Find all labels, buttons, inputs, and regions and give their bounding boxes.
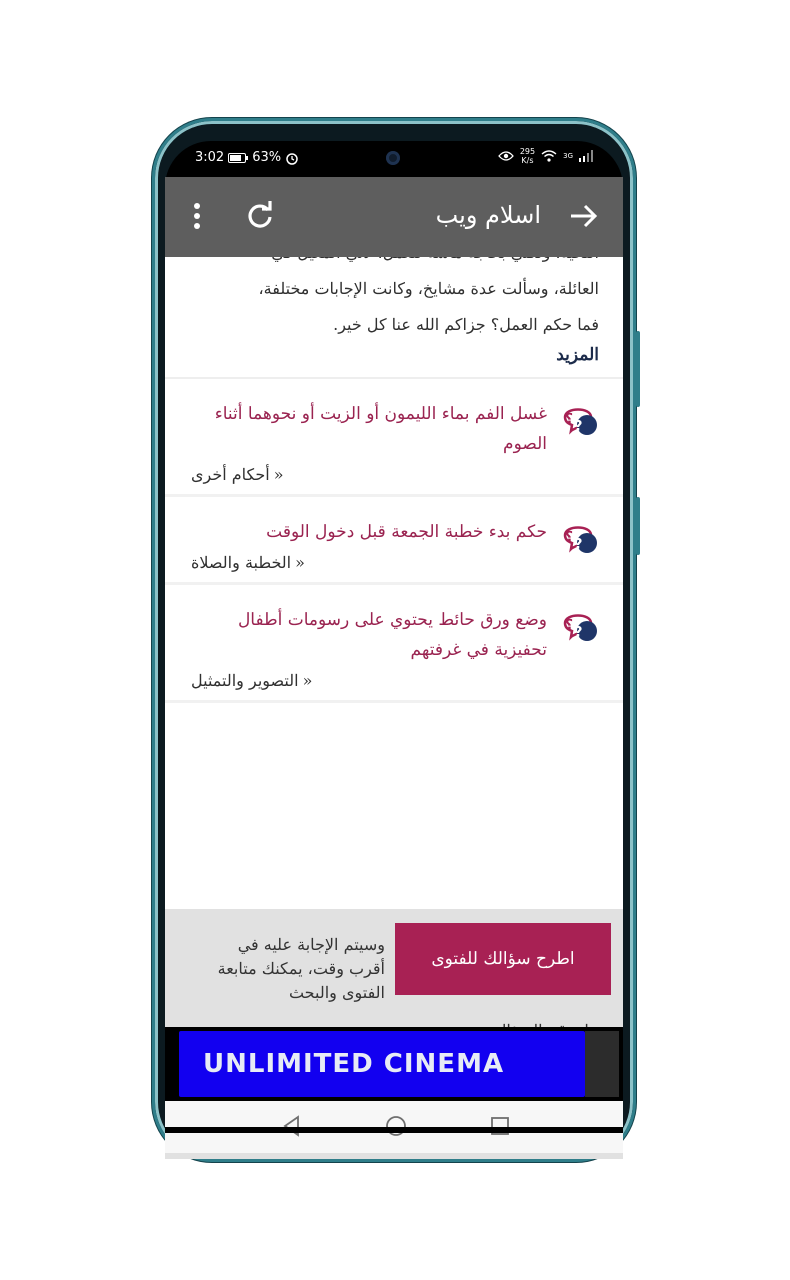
ask-info-text: وسيتم الإجابة عليه في أقرب وقت، يمكنك متابعة الفتوى والبحث xyxy=(217,935,385,1002)
refresh-icon[interactable] xyxy=(243,198,277,232)
ad-side-strip xyxy=(585,1031,619,1097)
alarm-icon xyxy=(285,151,299,165)
related-fatwa-item[interactable] xyxy=(165,585,623,703)
signal-type: 3G xyxy=(563,152,573,160)
signal-icon xyxy=(579,150,593,162)
phone-frame xyxy=(152,118,636,1162)
ad-banner[interactable] xyxy=(165,1027,623,1101)
network-speed: 295 K/s xyxy=(519,147,536,165)
fatwa-content xyxy=(165,257,623,1007)
related-fatwa-title[interactable]: وضع ورق حائط يحتوي على رسومات أطفال تحفيزية في غرفتهم xyxy=(237,610,547,660)
related-fatwa-item[interactable] xyxy=(165,379,623,497)
status-bar xyxy=(165,141,623,177)
svg-text:؟: ؟ xyxy=(564,411,573,427)
eye-comfort-icon xyxy=(498,150,514,162)
bottom-bezel xyxy=(165,1127,623,1133)
question-bubble-icon xyxy=(561,401,599,437)
battery-percent: 63% xyxy=(252,150,282,165)
question-line: فما حكم العمل؟ جزاكم الله عنا كل خير. xyxy=(333,315,599,334)
nav-home-icon[interactable] xyxy=(383,1113,409,1139)
front-camera xyxy=(386,151,400,165)
related-fatwa-title[interactable]: حكم بدء خطبة الجمعة قبل دخول الوقت xyxy=(266,522,547,542)
nav-back-icon[interactable] xyxy=(279,1113,305,1139)
related-fatwa-title[interactable]: غسل الفم بماء الليمون أو الزيت أو نحوهما أثناء الصوم xyxy=(214,404,547,454)
volume-button xyxy=(636,331,640,407)
back-arrow-icon[interactable] xyxy=(567,199,601,233)
related-fatwa-category[interactable]: التصوير والتمثيل » xyxy=(191,671,313,690)
app-bar xyxy=(165,177,623,257)
svg-text:?: ? xyxy=(574,418,583,435)
svg-text:?: ? xyxy=(574,536,583,553)
svg-text:?: ? xyxy=(574,624,583,641)
related-fatwa-category[interactable]: أحكام أخرى » xyxy=(191,465,284,484)
app-title: اسلام ويب xyxy=(435,201,541,229)
power-button xyxy=(636,497,640,555)
screen xyxy=(165,141,623,1133)
battery-saver-icon xyxy=(228,152,248,164)
ad-text[interactable]: UNLIMITED CINEMA xyxy=(203,1049,505,1079)
question-bubble-icon xyxy=(561,519,599,555)
more-section-title: المزيد xyxy=(165,343,623,379)
nav-recents-icon[interactable] xyxy=(487,1113,513,1139)
wifi-icon xyxy=(541,150,557,162)
ask-question-button[interactable]: اطرح سؤالك للفتوى xyxy=(395,923,611,995)
question-bubble-icon xyxy=(561,607,599,643)
question-line: العائلة، وسألت عدة مشايخ، وكانت الإجابات مختلفة، xyxy=(258,279,599,298)
svg-text:؟: ؟ xyxy=(564,617,573,633)
related-fatwa-item[interactable] xyxy=(165,497,623,585)
svg-text:؟: ؟ xyxy=(564,529,573,545)
related-fatwa-category[interactable]: الخطبة والصلاة » xyxy=(191,553,305,572)
status-time: 3:02 xyxy=(195,150,225,165)
more-options-icon[interactable] xyxy=(185,199,209,233)
